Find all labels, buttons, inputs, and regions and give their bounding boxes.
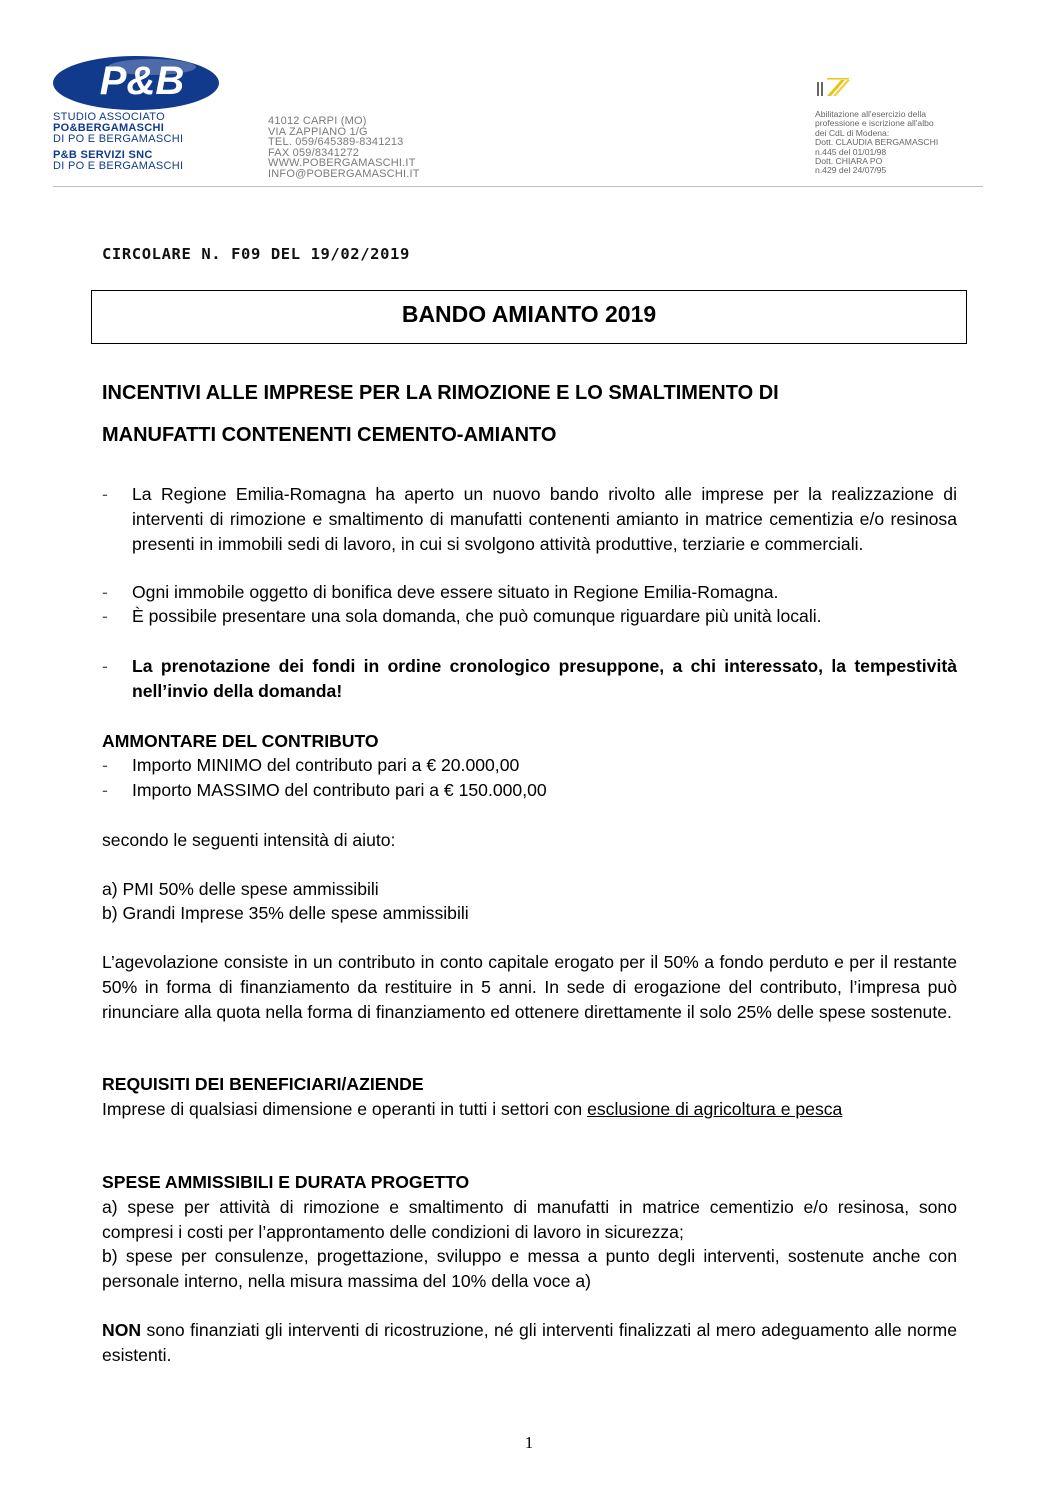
section-heading-expenses: SPESE AMMISSIBILI E DURATA PROGETTO <box>102 1172 470 1192</box>
document-title: BANDO AMIANTO 2019 <box>401 301 657 327</box>
expenses-a: a) spese per attività di rimozione e smaltimento di manufatti in matrice cementizio e/o resinosa, sono compresi i costi per l’approntamento delle condizioni di lavoro in sicurezza; <box>102 1197 957 1242</box>
firm-line: STUDIO ASSOCIATO <box>53 111 165 123</box>
qualification-line: professione e iscrizione all'albo <box>815 118 934 129</box>
qualification-line: dei CdL di Modena: <box>815 127 890 138</box>
non-financed-paragraph <box>102 1318 957 1368</box>
non-label: NON <box>102 1320 142 1340</box>
requirements-exclusion: esclusione di agricoltura e pesca <box>587 1099 843 1119</box>
list-item <box>102 604 957 629</box>
list-item <box>102 654 957 704</box>
subtitle-line: MANUFATTI CONTENENTI CEMENTO-AMIANTO <box>102 424 557 446</box>
bullet-dash: - <box>102 656 108 676</box>
header-divider <box>53 186 983 187</box>
page-number: 1 <box>524 1433 534 1452</box>
subtitle <box>102 372 962 456</box>
qualification-line: Dott. CHIARA PO <box>815 156 883 167</box>
section-heading-requirements: REQUISITI DEI BENEFICIARI/AZIENDE <box>102 1074 424 1094</box>
fax-line: FAX 059/8341272 <box>268 146 360 159</box>
pb-logo <box>52 50 224 112</box>
requirements-paragraph <box>102 1097 952 1122</box>
bullet-dash: - <box>102 780 108 800</box>
bullet-dash: - <box>102 606 108 626</box>
phone-line: TEL. 059/645389-8341213 <box>268 136 404 148</box>
logo-text: P&B <box>99 59 185 103</box>
list-item <box>102 580 957 605</box>
firm-line: P&B SERVIZI SNC <box>53 149 153 161</box>
list-item <box>102 778 957 803</box>
bullet-dash: - <box>102 755 108 775</box>
section-heading-contribution: AMMONTARE DEL CONTRIBUTO <box>102 731 379 751</box>
expenses-b: b) spese per consulenze, progettazione, sviluppo e messa a punto degli interventi, sostenute anche con personale interno, nella misura massima del 10% della voce a) <box>102 1246 957 1291</box>
list-item-text: È possibile presentare una sola domanda, che può comunque riguardare più unità locali. <box>132 606 822 626</box>
cdl-logo-icon <box>815 76 857 98</box>
non-financed-text: sono finanziati gli interventi di ricostruzione, né gli interventi finalizzati al mero adeguamento alle norme esistenti. <box>102 1320 957 1365</box>
subtitle-line: INCENTIVI ALLE IMPRESE PER LA RIMOZIONE E LO SMALTIMENTO DI <box>102 382 779 404</box>
list-item <box>102 482 957 557</box>
firm-name-block <box>53 112 253 172</box>
contacts-block <box>268 116 420 179</box>
qualification-line: n.429 del 24/07/95 <box>815 165 887 176</box>
firm-line: DI PO E BERGAMASCHI <box>53 160 184 172</box>
intensity-a: a) PMI 50% delle spese ammissibili <box>102 879 379 899</box>
list-item-text: Importo MINIMO del contributo pari a € 20.000,00 <box>132 755 520 775</box>
circular-number: CIRCOLARE N. F09 DEL 19/02/2019 <box>102 245 410 263</box>
qualifications-block <box>815 110 938 176</box>
list-item-text: Importo MASSIMO del contributo pari a € 150.000,00 <box>132 780 547 800</box>
agevolazione-paragraph: L’agevolazione consiste in un contributo in conto capitale erogato per il 50% a fondo perduto e per il restante 50% in forma di finanziamento da restituire in 5 anni. In sede di erogazione del contributo, l’impresa può rinunciare alla quota nella forma di finanziamento ed ottenere direttamente il solo 25% delle spese sostenute. <box>102 952 957 1022</box>
bullet-dash: - <box>102 484 108 504</box>
address-line: VIA ZAPPIANO 1/G <box>268 125 368 138</box>
qualification-line: Abilitazione all'esercizio della <box>815 109 927 119</box>
intensity-intro: secondo le seguenti intensità di aiuto: <box>102 830 396 850</box>
list-item <box>102 753 957 778</box>
qualification-line: n.445 del 01/01/98 <box>815 146 887 157</box>
requirements-text: Imprese di qualsiasi dimensione e operanti in tutti i settori con <box>102 1099 588 1119</box>
list-item-text: La prenotazione dei fondi in ordine cronologico presuppone, a chi interessato, la tempestività nell’invio della domanda! <box>132 656 957 701</box>
firm-line: PO&BERGAMASCHI <box>53 122 165 134</box>
list-item-text: La Regione Emilia-Romagna ha aperto un nuovo bando rivolto alle imprese per la realizzazione di interventi di rimozione e smaltimento di manufatti contenenti amianto in matrice cementizia e/o resinosa presenti in immobili sedi di lavoro, in cui si svolgono attività produttive, terziarie e commerciali. <box>132 484 957 554</box>
email-link[interactable]: INFO@POBERGAMASCHI.IT <box>268 167 420 180</box>
address-line: 41012 CARPI (MO) <box>268 115 367 127</box>
qualification-line: Dott. CLAUDIA BERGAMASCHI <box>815 137 939 148</box>
bullet-dash: - <box>102 582 108 602</box>
title-box <box>91 290 967 344</box>
website-link[interactable]: WWW.POBERGAMASCHI.IT <box>268 157 416 169</box>
list-item-text: Ogni immobile oggetto di bonifica deve essere situato in Regione Emilia-Romagna. <box>132 582 779 602</box>
firm-line: DI PO E BERGAMASCHI <box>53 133 184 145</box>
intensity-b: b) Grandi Imprese 35% delle spese ammissibili <box>102 903 469 923</box>
